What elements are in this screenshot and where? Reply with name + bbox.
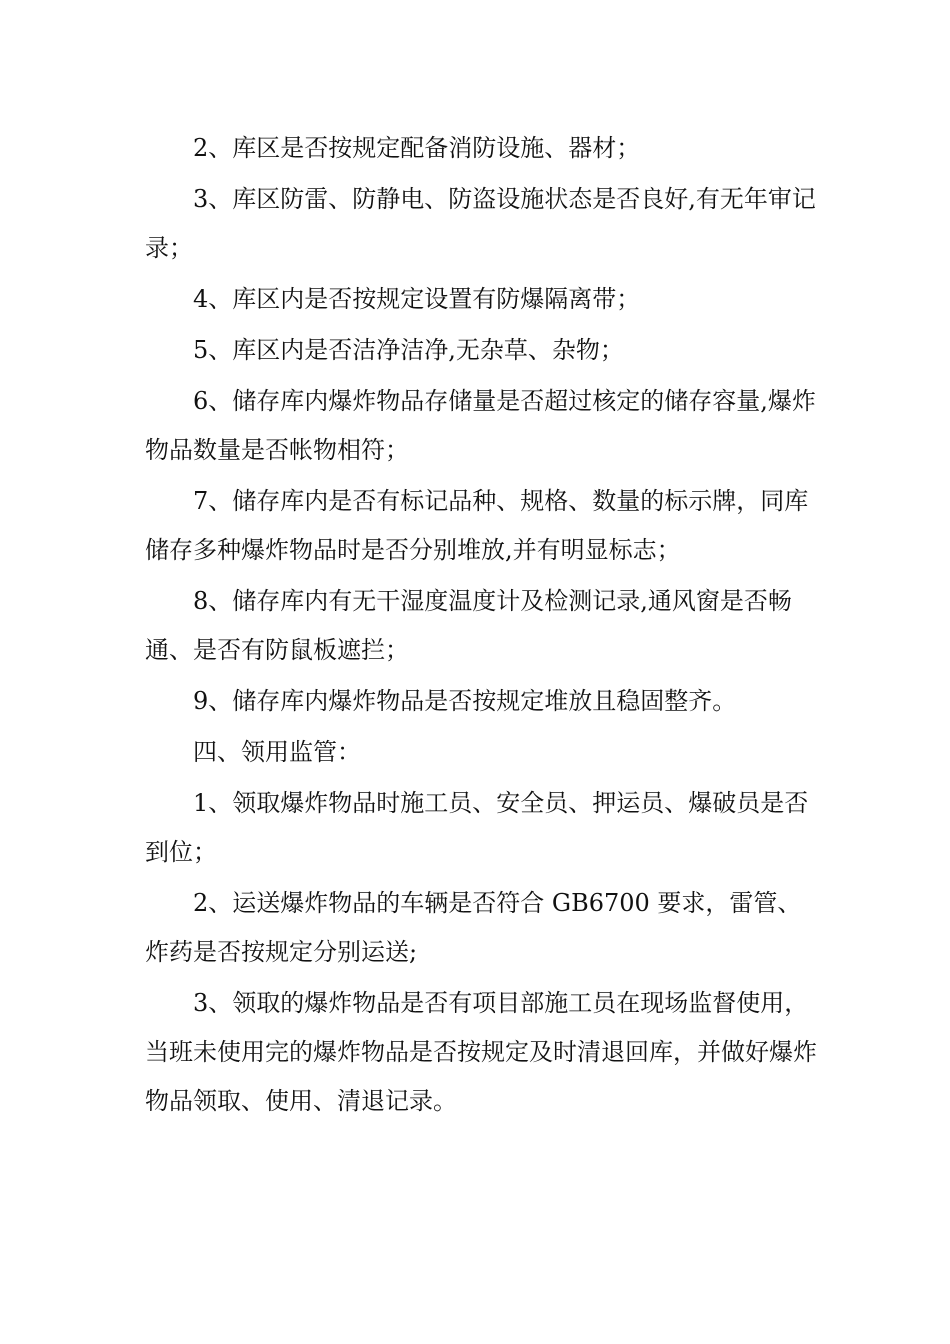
paragraph-11: 3、领取的爆炸物品是否有项目部施工员在现场监督使用，当班未使用完的爆炸物品是否按规定及时清退回库，并做好爆炸物品领取、使用、清退记录。 <box>145 989 817 1115</box>
paragraph-3: 4、库区内是否按规定设置有防爆隔离带； <box>193 285 641 313</box>
paragraph-6: 7、储存库内是否有标记品种、规格、数量的标示牌，同库储存多种爆炸物品时是否分别堆放,并有明显标志； <box>145 487 809 564</box>
paragraph-4: 5、库区内是否洁净洁净,无杂草、杂物； <box>193 336 624 364</box>
paragraph-8: 9、储存库内爆炸物品是否按规定堆放且稳固整齐。 <box>193 687 737 715</box>
paragraph-9: 1、领取爆炸物品时施工员、安全员、押运员、爆破员是否到位； <box>145 789 809 866</box>
paragraph-1: 2、库区是否按规定配备消防设施、器材； <box>193 134 641 162</box>
document-body <box>145 124 825 1128</box>
paragraph-7: 8、储存库内有无干湿度温度计及检测记录,通风窗是否畅通、是否有防鼠板遮拦； <box>145 587 792 664</box>
section-heading: 四、领用监管： <box>193 738 361 766</box>
paragraph-5: 6、储存库内爆炸物品存储量是否超过核定的储存容量,爆炸物品数量是否帐物相符； <box>145 387 816 464</box>
paragraph-2: 3、库区防雷、防静电、防盗设施状态是否良好,有无年审记录； <box>145 185 816 262</box>
paragraph-10: 2、运送爆炸物品的车辆是否符合 GB6700 要求，雷管、炸药是否按规定分别运送; <box>145 889 802 966</box>
